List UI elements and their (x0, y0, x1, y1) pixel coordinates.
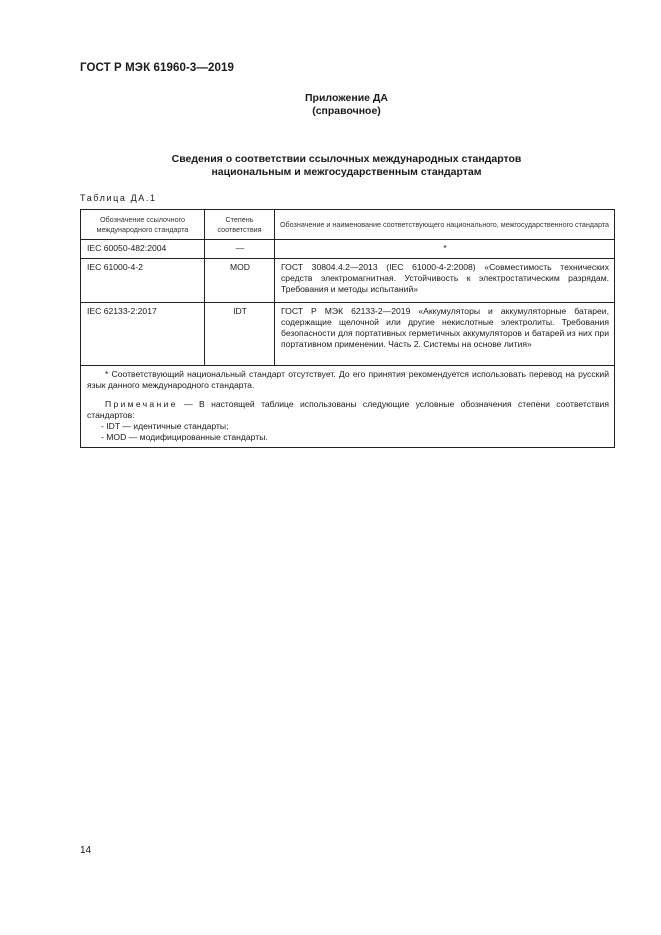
cell-national-standard: ГОСТ Р МЭК 62133-2—2019 «Аккумуляторы и аккумуляторные батареи, содержащие щелочной или другие некислотные электролиты. Требования безопасности для портативных герметичных аккумуляторов и батарей из них при портативном применении. Часть 2. Системы на основе лития» (275, 303, 615, 366)
cell-ref-standard: IEC 60050-482:2004 (81, 240, 205, 259)
table-note (87, 399, 609, 421)
correspondence-table (80, 209, 615, 448)
note-item-idt: - IDT — идентичные стандарты; (101, 421, 229, 431)
table-header-row (81, 210, 615, 240)
table-caption: Таблица ДА.1 (80, 193, 157, 203)
section-heading-line-2: национальным и межгосударственным стандартам (211, 166, 482, 178)
table-row (81, 259, 615, 303)
table-notes-row (81, 366, 615, 448)
note-label: Примечание (105, 399, 178, 409)
table-notes-cell (81, 366, 615, 448)
note-text: — В настоящей таблице использованы следующие условные обозначения степени соответствия стандартов: (87, 399, 609, 420)
cell-degree: MOD (205, 259, 275, 303)
table-footnote: * Соответствующий национальный стандарт отсутствует. До его принятия рекомендуется использовать перевод на русский язык данного международного стандарта. (87, 369, 609, 390)
standard-designation: ГОСТ Р МЭК 61960-3—2019 (80, 62, 234, 74)
cell-degree: — (205, 240, 275, 259)
annex-name: Приложение ДА (305, 92, 388, 104)
section-heading (0, 153, 661, 179)
annex-status: (справочное) (312, 105, 381, 117)
cell-national-standard: ГОСТ 30804.4.2—2013 (IEC 61000-4-2:2008) «Совместимость технических средств электромагнитная. Устойчивость к электростатическим разрядам. Требования и методы испытаний» (275, 259, 615, 303)
header-national-standard: Обозначение и наименование соответствующего национального, межгосударственного стандарта (275, 210, 615, 240)
table-row (81, 240, 615, 259)
page-number: 14 (80, 845, 92, 856)
cell-ref-standard: IEC 62133-2:2017 (81, 303, 205, 366)
cell-ref-standard: IEC 61000-4-2 (81, 259, 205, 303)
section-heading-line-1: Сведения о соответствии ссылочных международных стандартов (171, 153, 522, 165)
note-item-mod: - MOD — модифицированные стандарты. (101, 432, 268, 442)
cell-degree: IDT (205, 303, 275, 366)
table-row (81, 303, 615, 366)
cell-national-standard: * (275, 240, 615, 259)
header-ref-standard: Обозначение ссылочного международного стандарта (81, 210, 205, 240)
annex-title (0, 92, 661, 118)
header-degree: Степень соответствия (205, 210, 275, 240)
